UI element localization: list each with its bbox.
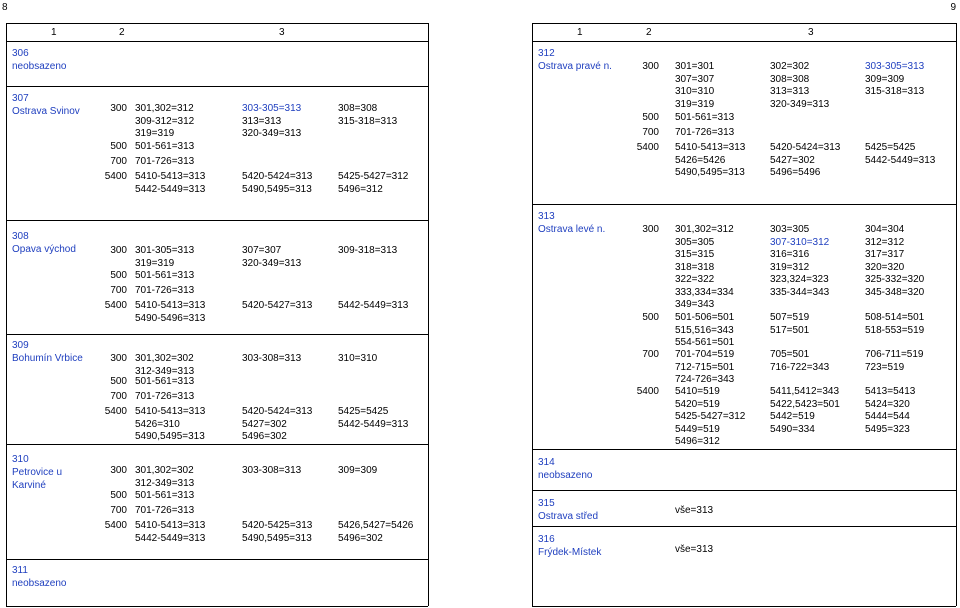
station-number: 311 bbox=[12, 565, 28, 576]
station-number: 306 bbox=[12, 48, 29, 59]
cell-value: 5442-5449=313 bbox=[338, 418, 409, 430]
cell-value: 5496=312 bbox=[675, 436, 720, 447]
cell-value: 5496=312 bbox=[338, 183, 383, 195]
cell-value: 309=309 bbox=[338, 465, 378, 476]
cell-value: 310=310 bbox=[675, 86, 715, 97]
cell-value: 319=319 bbox=[675, 98, 715, 110]
column-header bbox=[6, 23, 428, 42]
cell-value: 322=322 bbox=[675, 274, 715, 285]
cell-value: 5444=544 bbox=[865, 411, 910, 422]
cell-value: 518-553=519 bbox=[865, 324, 925, 336]
station-name: Ostrava Svinov bbox=[12, 106, 80, 117]
cell-value: 5490-5496=313 bbox=[135, 312, 206, 324]
cell-value: 5413=5413 bbox=[865, 386, 916, 397]
cell-value: 333,334=334 bbox=[675, 286, 734, 298]
row-code: 700 bbox=[110, 505, 127, 516]
cell-value: 312-349=313 bbox=[135, 365, 195, 377]
station-number: 315 bbox=[538, 498, 555, 509]
cell-value: 309-312=312 bbox=[135, 115, 195, 127]
cell-value: 712-715=501 bbox=[675, 361, 735, 373]
cell-value: 5442-5449=313 bbox=[865, 154, 936, 166]
cell-value: 5411,5412=343 bbox=[770, 386, 840, 397]
cell-value: 318=318 bbox=[675, 261, 715, 273]
row-code: 500 bbox=[110, 270, 127, 281]
row-code: 700 bbox=[642, 349, 659, 360]
cell-value: 5410-5413=313 bbox=[135, 300, 206, 311]
row-code: 5400 bbox=[104, 300, 127, 311]
cell-value: 5410-5413=313 bbox=[135, 520, 206, 531]
cell-value: 309=309 bbox=[865, 73, 905, 85]
cell-value: 5425=5425 bbox=[865, 142, 916, 153]
cell-value: 312-349=313 bbox=[135, 477, 195, 489]
station-name: Opava východ bbox=[12, 244, 76, 255]
cell-value: 5426=310 bbox=[135, 418, 180, 430]
row-code: 700 bbox=[110, 156, 127, 167]
cell-value: 5425-5427=312 bbox=[338, 171, 409, 182]
station-name: Bohumín Vrbice bbox=[12, 353, 83, 364]
cell-value: 308=308 bbox=[770, 73, 810, 85]
cell-value: 319=312 bbox=[770, 261, 810, 273]
cell-value: 5427=302 bbox=[770, 154, 815, 166]
column-2-header: 2 bbox=[119, 27, 125, 38]
row-code: 700 bbox=[110, 391, 127, 402]
cell-value: 5496=302 bbox=[338, 532, 383, 544]
cell-value: 508-514=501 bbox=[865, 312, 925, 323]
row-code: 300 bbox=[110, 465, 127, 476]
station-number: 310 bbox=[12, 454, 29, 465]
cell-value: 501-561=313 bbox=[135, 490, 195, 501]
column-header bbox=[532, 23, 956, 42]
cell-value: 315-318=313 bbox=[865, 86, 925, 97]
row-code: 5400 bbox=[104, 171, 127, 182]
row-code: 500 bbox=[110, 141, 127, 152]
row-code: 300 bbox=[642, 224, 659, 235]
row-code: 5400 bbox=[104, 406, 127, 417]
station-name: Ostrava levé n. bbox=[538, 224, 606, 235]
cell-value: 5427=302 bbox=[242, 418, 287, 430]
cell-value: 5410=519 bbox=[675, 386, 720, 397]
cell-value: 316=316 bbox=[770, 249, 810, 260]
station-name: Ostrava střed bbox=[538, 511, 599, 522]
cell-value: 317=317 bbox=[865, 249, 905, 260]
cell-value: 5410-5413=313 bbox=[135, 171, 206, 182]
cell-value: 5420-5424=313 bbox=[770, 142, 841, 153]
cell-value: 517=501 bbox=[770, 324, 810, 336]
cell-value: 301,302=302 bbox=[135, 465, 194, 476]
cell-value: 349=343 bbox=[675, 299, 715, 310]
column-3-header: 3 bbox=[279, 27, 285, 38]
station-name: Frýdek-Místek bbox=[538, 547, 602, 558]
row-code: 300 bbox=[110, 245, 127, 256]
cell-value: 319=319 bbox=[135, 128, 175, 139]
cell-value: 5420-5424=313 bbox=[242, 171, 313, 182]
cell-value: 301,302=302 bbox=[135, 353, 194, 364]
row-code: 5400 bbox=[636, 386, 659, 397]
station-name: Ostrava pravé n. bbox=[538, 61, 612, 72]
station-number: 314 bbox=[538, 457, 555, 468]
cell-value: 303-308=313 bbox=[242, 353, 302, 364]
cell-value: 312=312 bbox=[865, 236, 905, 248]
cell-value: 716-722=343 bbox=[770, 361, 830, 373]
cell-value: 319=319 bbox=[135, 257, 175, 269]
station-number: 313 bbox=[538, 211, 555, 222]
cell-value: 701-726=313 bbox=[135, 505, 195, 516]
station-number: 309 bbox=[12, 340, 29, 351]
cell-value: 309-318=313 bbox=[338, 245, 398, 256]
cell-value: 307-310=312 bbox=[770, 236, 830, 248]
cell-value: 5425-5427=312 bbox=[675, 411, 746, 422]
cell-value: 723=519 bbox=[865, 361, 905, 373]
cell-value: 320-349=313 bbox=[242, 128, 302, 139]
cell-value: 320-349=313 bbox=[770, 98, 830, 110]
cell-value: 301-305=313 bbox=[135, 245, 195, 256]
cell-value: 701-726=313 bbox=[135, 156, 195, 167]
column-1-header: 1 bbox=[51, 27, 57, 38]
row-code: 300 bbox=[110, 103, 127, 114]
cell-value: 320-349=313 bbox=[242, 257, 302, 269]
cell-value: 345-348=320 bbox=[865, 286, 925, 298]
row-code: 500 bbox=[642, 312, 659, 323]
cell-value: 5442-5449=313 bbox=[135, 532, 206, 544]
cell-value: 501-561=313 bbox=[135, 141, 195, 152]
cell-value: 706-711=519 bbox=[865, 349, 924, 360]
cell-value: 5410-5413=313 bbox=[675, 142, 746, 153]
cell-value: 315-318=313 bbox=[338, 115, 398, 127]
cell-value: 701-726=313 bbox=[135, 285, 195, 296]
column-3-header: 3 bbox=[808, 27, 814, 38]
cell-value: 501-561=313 bbox=[135, 270, 195, 281]
cell-value: 302=302 bbox=[770, 61, 810, 72]
cell-value: 307=307 bbox=[242, 245, 282, 256]
cell-value: 325-332=320 bbox=[865, 274, 925, 285]
cell-value: 5442-5449=313 bbox=[338, 300, 409, 311]
station-number: 316 bbox=[538, 534, 555, 545]
cell-value: 701-704=519 bbox=[675, 349, 735, 360]
cell-value: 5490,5495=313 bbox=[675, 167, 745, 178]
cell-value: 310=310 bbox=[338, 353, 378, 364]
cell-value: 5420=519 bbox=[675, 398, 720, 410]
row-code: 500 bbox=[110, 376, 127, 387]
cell-value: 5490,5495=313 bbox=[135, 431, 205, 442]
cell-value: 304=304 bbox=[865, 224, 905, 235]
cell-value: 320=320 bbox=[865, 261, 905, 273]
cell-value: 5424=320 bbox=[865, 398, 910, 410]
station-number: 308 bbox=[12, 231, 29, 242]
cell-value: 5420-5425=313 bbox=[242, 520, 313, 531]
cell-value: 5426,5427=5426 bbox=[338, 520, 414, 531]
cell-value: 313=313 bbox=[770, 86, 810, 97]
page-number-left: 8 bbox=[2, 2, 8, 13]
station-all-value: vše=313 bbox=[675, 544, 714, 555]
cell-value: 724-726=343 bbox=[675, 374, 735, 385]
row-code: 300 bbox=[110, 353, 127, 364]
cell-value: 303-305=313 bbox=[865, 61, 925, 72]
cell-value: 5495=323 bbox=[865, 423, 910, 435]
cell-value: 308=308 bbox=[338, 103, 378, 114]
cell-value: 5426=5426 bbox=[675, 154, 726, 166]
cell-value: 313=313 bbox=[242, 115, 282, 127]
cell-value: 5449=519 bbox=[675, 423, 720, 435]
station-number: 307 bbox=[12, 93, 29, 104]
cell-value: 301,302=312 bbox=[135, 103, 194, 114]
cell-value: 507=519 bbox=[770, 312, 810, 323]
right-page-table bbox=[532, 23, 956, 606]
cell-value: 5490,5495=313 bbox=[242, 183, 312, 195]
cell-value: 305=305 bbox=[675, 236, 715, 248]
station-name: neobsazeno bbox=[12, 578, 67, 589]
cell-value: 5420-5427=313 bbox=[242, 300, 313, 311]
station-name: neobsazeno bbox=[12, 61, 67, 72]
row-code: 500 bbox=[642, 112, 659, 123]
column-1-header: 1 bbox=[577, 27, 583, 38]
cell-value: 307=307 bbox=[675, 73, 715, 85]
cell-value: 335-344=343 bbox=[770, 286, 830, 298]
station-all-value: vše=313 bbox=[675, 505, 714, 516]
row-code: 700 bbox=[110, 285, 127, 296]
station-name: Petrovice u bbox=[12, 467, 63, 478]
cell-value: 315=315 bbox=[675, 249, 715, 260]
cell-value: 303-308=313 bbox=[242, 465, 302, 476]
row-code: 700 bbox=[642, 127, 659, 138]
row-code: 500 bbox=[110, 490, 127, 501]
cell-value: 301=301 bbox=[675, 61, 715, 72]
cell-value: 5442=519 bbox=[770, 411, 815, 422]
cell-value: 303-305=313 bbox=[242, 103, 302, 114]
cell-value: 5410-5413=313 bbox=[135, 406, 206, 417]
cell-value: 701-726=313 bbox=[135, 391, 195, 402]
cell-value: 5420-5424=313 bbox=[242, 406, 313, 417]
cell-value: 701-726=313 bbox=[675, 127, 735, 138]
cell-value: 303=305 bbox=[770, 224, 810, 235]
row-code: 5400 bbox=[104, 520, 127, 531]
station-number: 312 bbox=[538, 48, 555, 59]
cell-value: 5496=302 bbox=[242, 431, 287, 442]
cell-value: 501-561=313 bbox=[675, 112, 735, 123]
column-2-header: 2 bbox=[646, 27, 652, 38]
cell-value: 501-506=501 bbox=[675, 312, 735, 323]
page-number-right: 9 bbox=[950, 2, 956, 13]
cell-value: 5425=5425 bbox=[338, 406, 389, 417]
station-name: neobsazeno bbox=[538, 470, 593, 481]
row-code: 300 bbox=[642, 61, 659, 72]
cell-value: 5442-5449=313 bbox=[135, 183, 206, 195]
cell-value: 323,324=323 bbox=[770, 274, 829, 285]
station-name: Karviné bbox=[12, 480, 46, 491]
left-page-table bbox=[6, 23, 428, 606]
cell-value: 554-561=501 bbox=[675, 337, 735, 348]
cell-value: 5490,5495=313 bbox=[242, 532, 312, 544]
cell-value: 705=501 bbox=[770, 349, 810, 360]
cell-value: 501-561=313 bbox=[135, 376, 195, 387]
cell-value: 515,516=343 bbox=[675, 324, 734, 336]
row-code: 5400 bbox=[636, 142, 659, 153]
cell-value: 5490=334 bbox=[770, 423, 815, 435]
cell-value: 5496=5496 bbox=[770, 167, 821, 178]
cell-value: 301,302=312 bbox=[675, 224, 734, 235]
cell-value: 5422,5423=501 bbox=[770, 398, 840, 410]
